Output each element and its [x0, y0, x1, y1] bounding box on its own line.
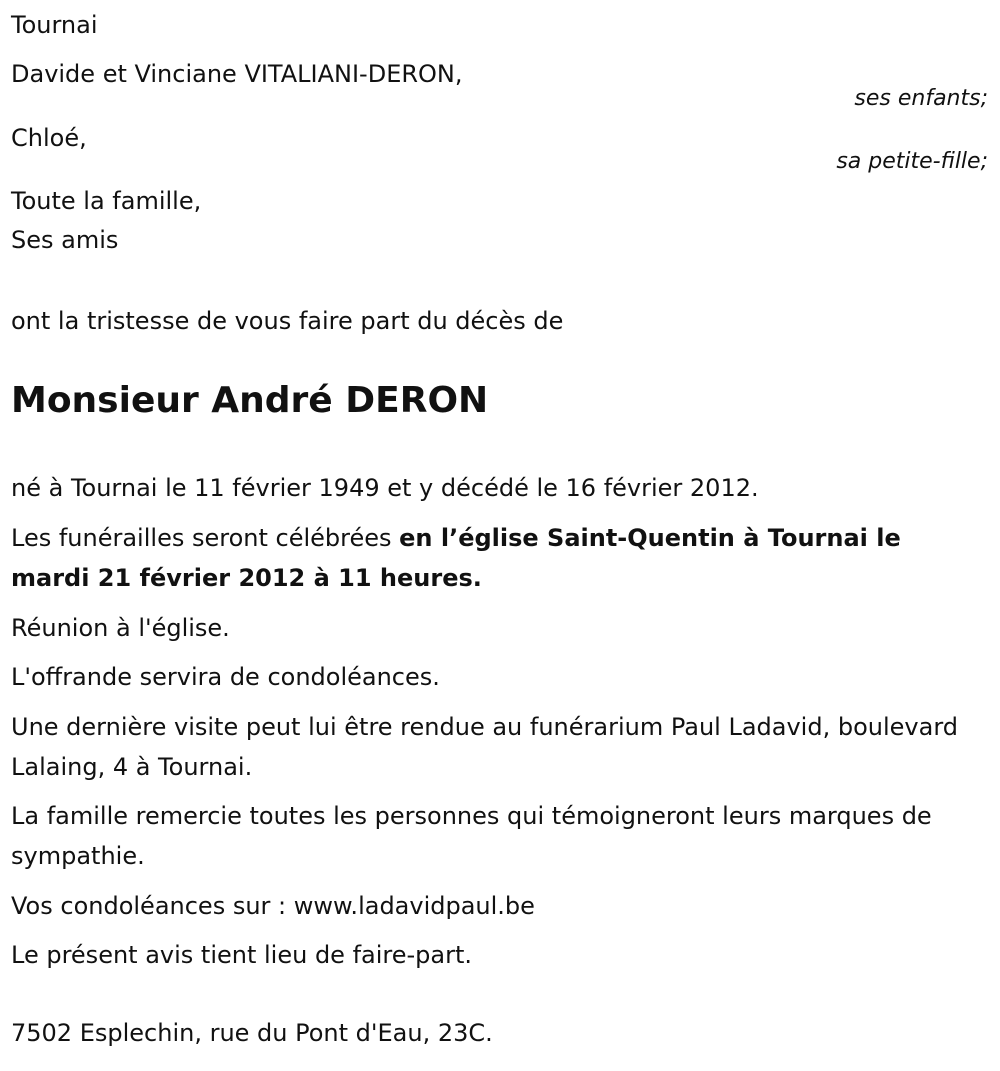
home-address: 7502 Esplechin, rue du Pont d'Eau, 23C. — [11, 1019, 493, 1047]
condolences-info: Vos condoléances sur : www.ladavidpaul.be — [11, 892, 535, 920]
children-role: ses enfants; — [854, 86, 988, 111]
funeral-info — [11, 518, 971, 598]
offering-info: L'offrande servira de condoléances. — [11, 663, 440, 691]
funeral-prefix: Les funérailles seront célébrées — [11, 524, 400, 552]
funeral-place-time: en l’église Saint-Quentin à Tournai le mardi 21 février 2012 à 11 heures. — [11, 524, 901, 592]
thanks-info: La famille remercie toutes les personnes qui témoigneront leurs marques de sympathie. — [11, 802, 932, 870]
friends: Ses amis — [11, 226, 119, 254]
granddaughter-role: sa petite-fille; — [836, 149, 988, 174]
notice-info: Le présent avis tient lieu de faire-part. — [11, 941, 473, 969]
birth-death-dates: né à Tournai le 11 février 1949 et y décédé le 16 février 2012. — [11, 474, 759, 502]
children-names: Davide et Vinciane VITALIANI-DERON, — [11, 60, 463, 88]
deceased-name: Monsieur André DERON — [11, 380, 489, 421]
meeting-info: Réunion à l'église. — [11, 614, 230, 642]
last-visit-info: Une dernière visite peut lui être rendue au funérarium Paul Ladavid, boulevard Lalaing, 4 à Tournai. — [11, 713, 958, 781]
city-heading: Tournai — [11, 11, 98, 39]
announcement-intro: ont la tristesse de vous faire part du décès de — [11, 307, 564, 335]
granddaughter-name: Chloé, — [11, 124, 87, 152]
whole-family: Toute la famille, — [11, 187, 202, 215]
